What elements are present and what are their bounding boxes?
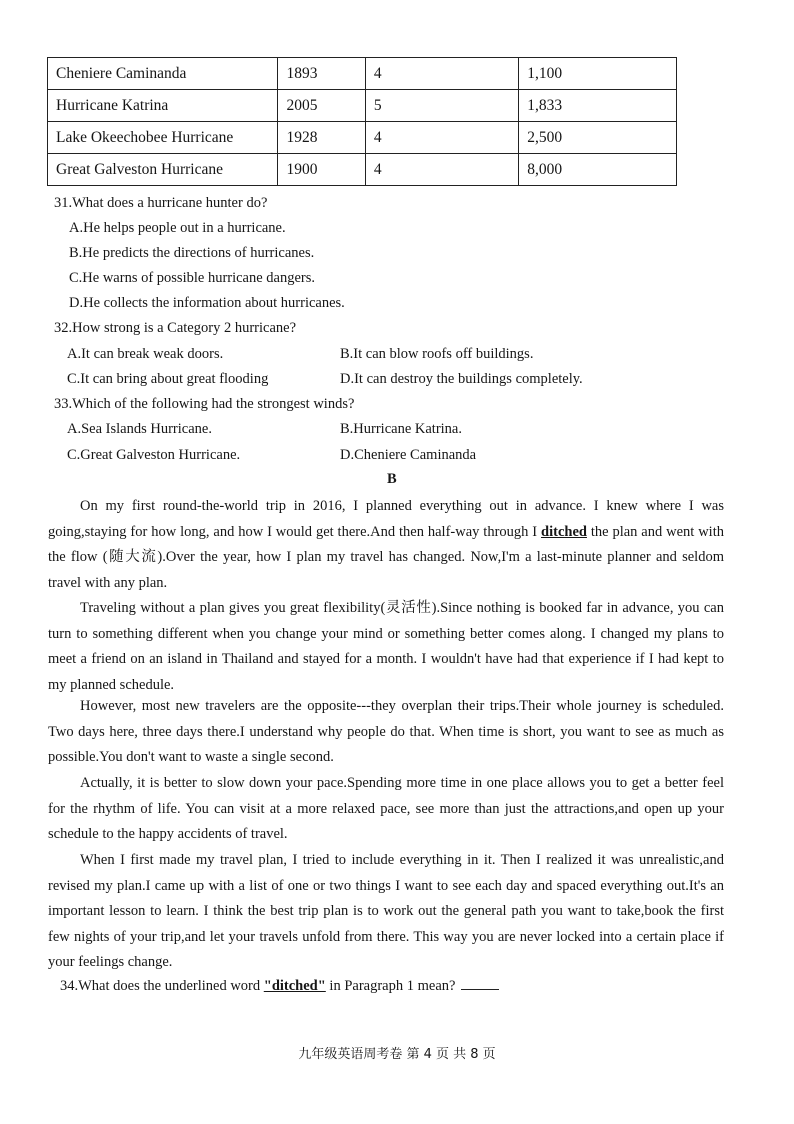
answer-blank[interactable]: [461, 977, 499, 990]
question-31-option-a: A.He helps people out in a hurricane.: [69, 220, 286, 236]
question-34-underlined-word: "ditched": [263, 978, 326, 994]
page-footer: 九年级英语周考卷 第 4 页 共 8 页: [298, 1047, 496, 1062]
passage-paragraph-3: However, most new travelers are the opposite---they overplan their trips.Their whole journey is scheduled. Two days here, three days there.I understand why people do that. When time is short, you want to see as much as possible.You don't want to waste a single second.: [48, 698, 724, 765]
question-32-option-d: D.It can destroy the buildings completely.: [340, 371, 583, 387]
category-cell: 4: [365, 58, 518, 90]
passage-paragraph-4: Actually, it is better to slow down your pace.Spending more time in one place allows you to get a better feel for the rhythm of life. You can visit at a more relaxed pace, see more than just the attractions,and open up your schedule to the happy accidents of travel.: [48, 775, 724, 842]
question-32-option-b: B.It can blow roofs off buildings.: [340, 346, 534, 362]
hurricane-name-cell: Hurricane Katrina: [48, 90, 278, 122]
table-row: [48, 90, 677, 122]
deaths-cell: 8,000: [519, 154, 677, 186]
passage-paragraph-2: Traveling without a plan gives you great flexibility(灵活性).Since nothing is booked far in advance, you can turn to something different when you change your mind or something better comes along. I changed my plans to meet a friend on an island in Thailand and stayed for a month. I wouldn't have had that experience if I had kept to my planned schedule.: [48, 600, 724, 693]
question-32-stem: 32.How strong is a Category 2 hurricane?: [54, 320, 297, 336]
hurricane-name-cell: Great Galveston Hurricane: [48, 154, 278, 186]
table-row: [48, 122, 677, 154]
question-33-option-c: C.Great Galveston Hurricane.: [67, 447, 241, 463]
question-33-stem: 33.Which of the following had the strongest winds?: [54, 396, 355, 412]
question-34: [60, 977, 499, 995]
question-32-option-a: A.It can break weak doors.: [67, 346, 224, 362]
deaths-cell: 1,833: [519, 90, 677, 122]
question-31-stem: 31.What does a hurricane hunter do?: [54, 195, 268, 211]
passage-paragraph-1: [48, 494, 724, 596]
question-34-text-start: 34.What does the underlined word: [60, 978, 264, 994]
question-31-option-b: B.He predicts the directions of hurricanes.: [69, 245, 315, 261]
table-row: [48, 154, 677, 186]
section-b-heading: B: [387, 471, 397, 487]
paragraph-1-text-end: the plan and went with the flow (随大流).Over the year, how I plan my travel has changed. Now,I'm a last-minute planner and seldom travel with any plan.: [48, 523, 724, 591]
question-33-option-d: D.Cheniere Caminanda: [340, 447, 477, 463]
question-32-option-c: C.It can bring about great flooding: [67, 371, 269, 387]
hurricane-name-cell: Cheniere Caminanda: [48, 58, 278, 90]
underlined-word-ditched: ditched: [541, 523, 587, 540]
year-cell: 2005: [278, 90, 365, 122]
paragraph-1-text-start: On my first round-the-world trip in 2016, I planned everything out in advance. I knew where I was going,staying for how long, and how I would get there.And then half-way through I: [48, 498, 724, 540]
category-cell: 4: [365, 122, 518, 154]
hurricane-table: [47, 57, 677, 186]
question-31-option-c: C.He warns of possible hurricane dangers.: [69, 270, 316, 286]
deaths-cell: 2,500: [519, 122, 677, 154]
question-31-option-d: D.He collects the information about hurricanes.: [69, 295, 345, 311]
hurricane-name-cell: Lake Okeechobee Hurricane: [48, 122, 278, 154]
question-33-option-b: B.Hurricane Katrina.: [340, 421, 462, 437]
category-cell: 4: [365, 154, 518, 186]
year-cell: 1893: [278, 58, 365, 90]
question-33-option-a: A.Sea Islands Hurricane.: [67, 421, 212, 437]
question-34-text-end: in Paragraph 1 mean?: [325, 978, 456, 994]
table-row: [48, 58, 677, 90]
year-cell: 1900: [278, 154, 365, 186]
category-cell: 5: [365, 90, 518, 122]
year-cell: 1928: [278, 122, 365, 154]
passage-paragraph-5: When I first made my travel plan, I tried to include everything in it. Then I realized it was unrealistic,and revised my plan.I came up with a list of one or two things I want to see each day and spaced everything out.It's an important lesson to learn. I think the best trip plan is to work out the general path you want to take,book the first few nights of your trip,and let your travels unfold from there. This way you are never locked into a certain place if your feelings change.: [48, 852, 724, 970]
deaths-cell: 1,100: [519, 58, 677, 90]
